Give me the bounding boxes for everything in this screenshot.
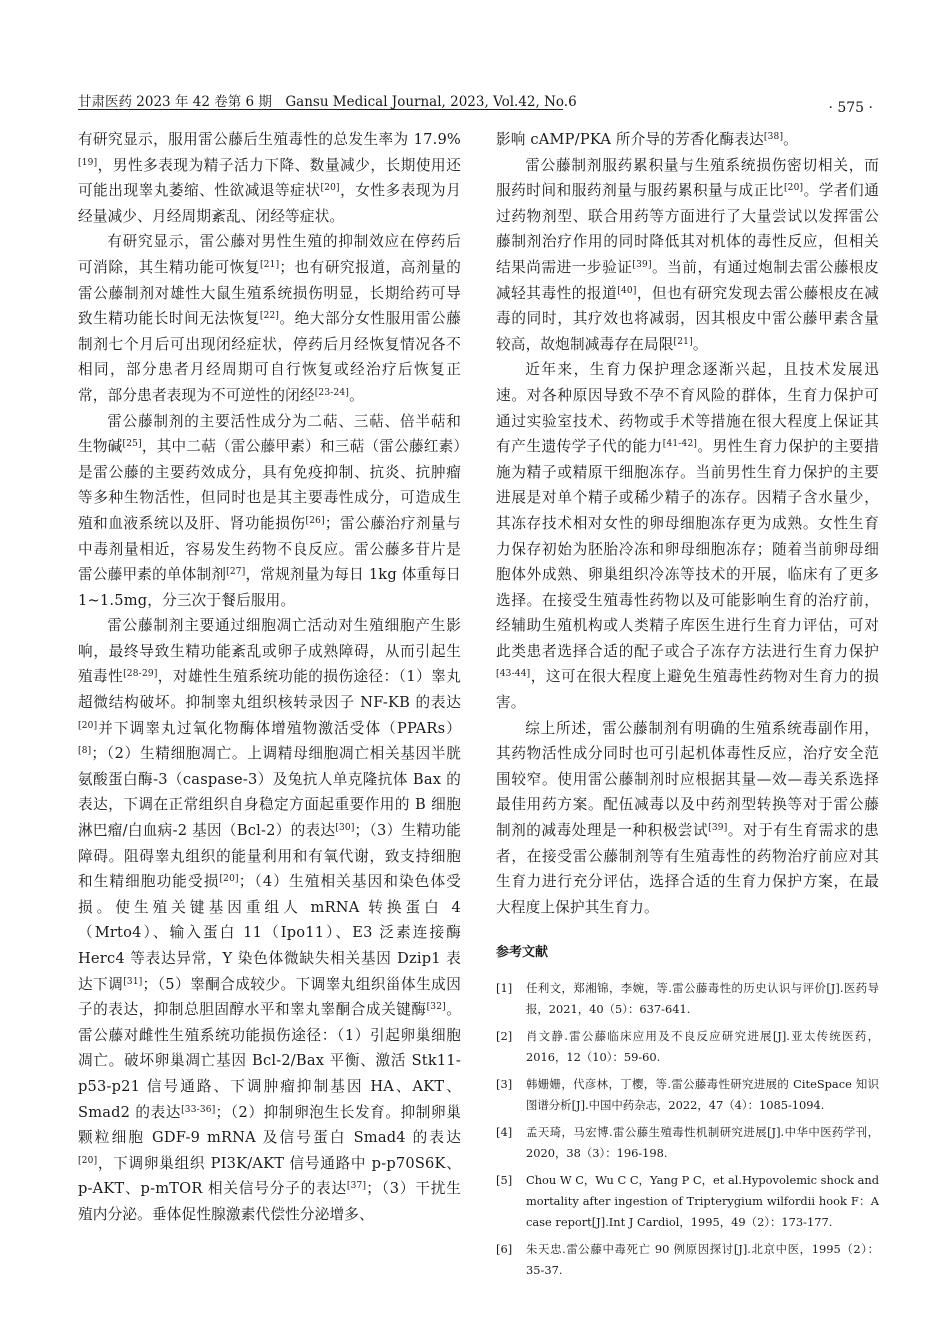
left-column	[78, 127, 461, 1228]
paragraph: 近年来，生育力保护理念逐渐兴起，且技术发展迅速。对各种原因导致不孕不育风险的群体，生育力保护可通过实验室技术、药物或手术等措施在很大程度上保证其有产生遗传学子代的能力[41-42]。男性生育力保护的主要措施为精子或精原干细胞冻存。当前男性生育力保护的主要进展是对单个精子或稀少精子的冻存。因精子含水量少，其冻存技术相对女性的卵母细胞冻存更为成熟。女性生育力保存初始为胚胎冷冻和卵母细胞冻存；随着当前卵母细胞体外成熟、卵巢组织冷冻等技术的开展，临床有了更多选择。在接受生殖毒性药物以及可能影响生育的治疗前，经辅助生殖机构或人类精子库医生进行生育力评估，可对此类患者选择合适的配子或合子冻存方法进行生育力保护[43-44]，这可在很大程度上避免生殖毒性药物对生育力的损害。	[496, 361, 879, 712]
citation-marker: [32]	[426, 1002, 446, 1013]
references-heading: 参考文献	[496, 945, 549, 961]
reference-text: 朱天忠.雷公藤中毒死亡 90 例原因探讨[J].北京中医，1995（2）：35-37.	[526, 1242, 879, 1277]
paragraph: 综上所述，雷公藤制剂有明确的生殖系统毒副作用，其药物活性成分同时也可引起机体毒性反应，治疗安全范围较窄。使用雷公藤制剂时应根据其量—效—毒关系选择最佳用药方案。配伍减毒以及中药剂型转换等对于雷公藤制剂的减毒处理是一种积极尝试[39]。对于有生育需求的患者，在接受雷公藤制剂等有生殖毒性的药物治疗前应对其生育力进行充分评估，选择合适的生育力保护方案，在最大程度上保护其生育力。	[496, 719, 879, 916]
reference-item	[496, 1026, 879, 1068]
paragraph: 雷公藤制剂的主要活性成分为二萜、三萜、倍半萜和生物碱[25]，其中二萜（雷公藤甲素）和三萜（雷公藤红素）是雷公藤的主要药效成分，具有免疫抑制、抗炎、抗肿瘤等多种生物活性，但同时也是其主要毒性成分，可造成生殖和血液系统以及肝、肾功能损伤[26]；雷公藤治疗剂量与中毒剂量相近，容易发生药物不良反应。雷公藤多苷片是雷公藤甲素的单体制剂[27]，常规剂量为每日 1kg 体重每日 1~1.5mg，分三次于餐后服用。	[78, 412, 461, 609]
reference-text: 孟天琦，马宏博.雷公藤生殖毒性机制研究进展[J].中华中医药学刊，2020，38（3）：196-198.	[526, 1125, 879, 1160]
journal-citation: 甘肃医药 2023 年 42 卷第 6 期 Gansu Medical Journal, 2023, Vol.42, No.6	[78, 94, 577, 110]
citation-marker: [26]	[305, 515, 325, 526]
citation-marker: [27]	[226, 567, 246, 578]
paragraph: 有研究显示，雷公藤对男性生殖的抑制效应在停药后可消除，其生精功能可恢复[21]；也有研究报道，高剂量的雷公藤制剂对雄性大鼠生殖系统损伤明显，长期给药可导致生精功能长时间无法恢复[22]。绝大部分女性服用雷公藤制剂七个月后可出现闭经症状，停药后月经恢复情况各不相同，部分患者月经周期可自行恢复或经治疗后恢复正常，部分患者表现为不可逆性的闭经[23-24]。	[78, 233, 461, 404]
citation-marker: [22]	[259, 311, 280, 322]
reference-number: [2]	[496, 1029, 513, 1043]
citation-marker: [20]	[320, 183, 340, 194]
reference-number: [5]	[496, 1173, 513, 1187]
reference-item	[496, 1074, 879, 1116]
citation-marker: [37]	[346, 1181, 367, 1192]
citation-marker: [38]	[763, 132, 784, 142]
citation-marker: [8]	[78, 746, 92, 757]
citation-marker: [20]	[783, 183, 804, 194]
citation-marker: [33-36]	[181, 1104, 216, 1115]
page-number: · 575 ·	[828, 100, 873, 116]
citation-marker: [20]	[219, 874, 239, 885]
citation-marker: [20]	[78, 720, 98, 731]
paragraph: 影响 cAMP/PKA 所介导的芳香化酶表达[38]。	[496, 131, 798, 148]
citation-marker: [41-42]	[662, 439, 698, 450]
reference-item	[496, 1239, 879, 1281]
citation-marker: [25]	[122, 439, 142, 450]
citation-marker: [21]	[673, 336, 693, 347]
reference-text: Chou W C，Wu C C，Yang P C，et al.Hypovolemic shock and mortality after ingestion of Tripterygium wilfordii hook F：A case report[J].Int J Cardiol，1995，49（2）：173-177.	[526, 1173, 880, 1229]
citation-marker: [39]	[632, 259, 652, 270]
citation-marker: [23-24]	[314, 387, 350, 398]
reference-item	[496, 1122, 879, 1164]
citation-marker: [21]	[260, 259, 280, 270]
running-header	[78, 86, 873, 116]
reference-number: [6]	[496, 1242, 513, 1256]
paragraph: 雷公藤制剂主要通过细胞凋亡活动对生殖细胞产生影响，最终导致生精功能紊乱或卵子成熟障碍，从而引起生殖毒性[28-29]，对雄性生殖系统功能的损伤途径：（1）睾丸超微结构破坏。抑制睾丸组织核转录因子 NF-KB 的表达[20]并下调睾丸过氧化物酶体增殖物激活受体（PPARs）[8]；（2）生精细胞凋亡。上调精母细胞凋亡相关基因半胱氨酸蛋白酶-3（caspase-3）及兔抗人单克隆抗体 Bax 的表达，下调在正常组织自身稳定方面起重要作用的 B 细胞淋巴瘤/白血病-2 基因（Bcl-2）的表达[30]；（3）生精功能障碍。阻碍睾丸组织的能量利用和有氧代谢，致支持细胞和生精细胞功能受损[20]；（4）生殖相关基因和染色体受损。使生殖关键基因重组人 mRNA 转换蛋白 4（Mrto4）、输入蛋白 11（Ipo11）、E3 泛素连接酶 Herc4 等表达异常，Y 染色体微缺失相关基因 Dzip1 表达下调[31]；（5）睾酮合成较少。下调睾丸组织甾体生成因子的表达，抑制总胆固醇水平和睾丸睾酮合成关键酶[32]。雷公藤对雌性生殖系统功能损伤途径：（1）引起卵巢细胞凋亡。破坏卵巢凋亡基因 Bcl-2/Bax 平衡、激活 Stk11-p53-p21 信号通路、下调肿瘤抑制基因 HA、AKT、Smad2 的表达[33-36]；（2）抑制卵泡生长发育。抑制卵巢颗粒细胞 GDF-9 mRNA 及信号蛋白 Smad4 的表达[20]，下调卵巢组织 PI3K/AKT 信号通路中 p-p70S6K、p-AKT、p-mTOR 相关信号分子的表达[37]；（3）干扰生殖内分泌。垂体促性腺激素代偿性分泌增多、	[78, 617, 462, 1223]
reference-text: 韩姗姗，代彦林，丁樱，等.雷公藤毒性研究进展的 CiteSpace 知识图谱分析[J].中国中药杂志，2022，47（4）：1085-1094.	[526, 1077, 879, 1112]
reference-item	[496, 978, 879, 1020]
citation-marker: [39]	[708, 823, 728, 834]
reference-number: [1]	[496, 981, 513, 995]
reference-text: 任利文，郑湘锦，李婉，等.雷公藤毒性的历史认识与评价[J].医药导报，2021，40（5）：637-641.	[526, 981, 879, 1016]
paragraph: 有研究显示，服用雷公藤后生殖毒性的总发生率为 17.9%[19]，男性多表现为精子活力下降、数量减少，长期使用还可能出现睾丸萎缩、性欲减退等症状[20]，女性多表现为月经量减少、月经周期紊乱、闭经等症状。	[78, 131, 462, 225]
reference-number: [3]	[496, 1077, 513, 1091]
reference-number: [4]	[496, 1125, 513, 1139]
reference-list	[496, 978, 879, 1281]
paragraph: 雷公藤制剂服药累积量与生殖系统损伤密切相关，而服药时间和服药剂量与服药累积量与成正比[20]。学者们通过药物剂型、联合用药等方面进行了大量尝试以发挥雷公藤制剂治疗作用的同时降低其对机体的毒性反应，但相关结果尚需进一步验证[39]。当前，有通过炮制去雷公藤根皮减轻其毒性的报道[40]，但也有研究发现去雷公藤根皮在减毒的同时，其疗效也将减弱，因其根皮中雷公藤甲素含量较高，故炮制减毒存在局限[21]。	[496, 156, 880, 353]
citation-marker: [40]	[617, 285, 637, 296]
right-column	[496, 127, 879, 1287]
citation-marker: [30]	[335, 823, 355, 834]
citation-marker: [20]	[78, 1155, 98, 1166]
citation-marker: [28-29]	[123, 669, 158, 680]
citation-marker: [43-44]	[496, 669, 531, 680]
reference-item	[496, 1170, 879, 1233]
citation-marker: [31]	[123, 976, 143, 987]
header-rule	[78, 109, 563, 110]
citation-marker: [19]	[78, 157, 98, 168]
reference-text: 肖文静.雷公藤临床应用及不良反应研究进展[J].亚太传统医药，2016，12（10）：59-60.	[526, 1029, 879, 1064]
